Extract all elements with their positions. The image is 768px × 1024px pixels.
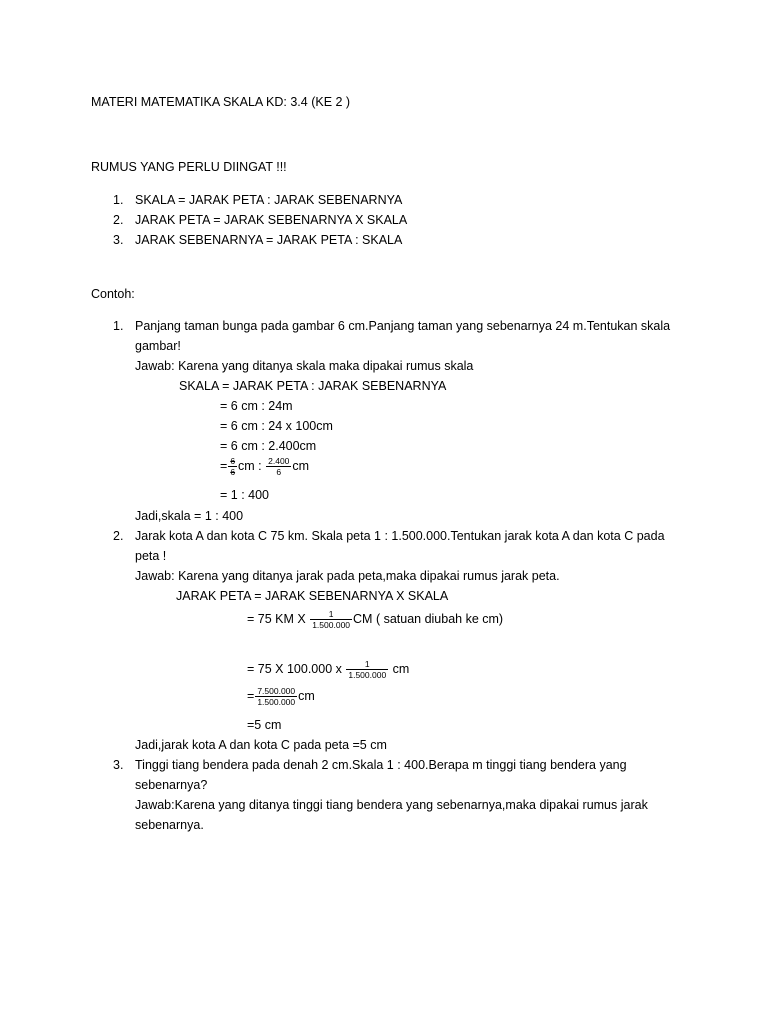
step-text: = 1 : 400: [220, 488, 269, 502]
list-number: 2.: [113, 529, 124, 543]
fraction: [255, 686, 297, 707]
fraction-denominator: 1.500.000: [312, 620, 351, 631]
fraction-denominator: 1.500.000: [348, 670, 387, 681]
list-number: 3.: [113, 758, 124, 772]
question-text: sebenarnya?: [135, 778, 208, 792]
fraction-numerator: 1: [328, 609, 334, 620]
fraction: [228, 456, 237, 477]
step-text: = 75 X 100.000 x: [247, 662, 342, 676]
fraction: [346, 659, 388, 680]
equals-sign: =: [220, 459, 228, 473]
equals-sign: =: [247, 689, 255, 703]
question-text: Tinggi tiang bendera pada denah 2 cm.Skala 1 : 400.Berapa m tinggi tiang bendera yang: [135, 758, 627, 772]
question-text: peta !: [135, 549, 167, 563]
step-text: cm: [298, 689, 315, 703]
conclusion-text: Jadi,jarak kota A dan kota C pada peta =5 cm: [135, 738, 387, 752]
fraction-numerator: 1: [364, 659, 370, 670]
step-text: =5 cm: [247, 718, 282, 732]
step-text: = 6 cm : 2.400cm: [220, 439, 317, 453]
fraction: [266, 456, 291, 477]
rumus-heading: RUMUS YANG PERLU DIINGAT !!!: [91, 160, 287, 174]
list-number: 3.: [113, 233, 124, 247]
fraction-denominator: 6: [266, 466, 291, 477]
answer-text: sebenarnya.: [135, 818, 204, 832]
list-item: SKALA = JARAK PETA : JARAK SEBENARNYA: [135, 193, 403, 207]
answer-text: Jawab: Karena yang ditanya skala maka dipakai rumus skala: [135, 359, 474, 373]
fraction-step: [247, 606, 503, 632]
fraction-denominator: 6: [230, 467, 236, 478]
page-title: MATERI MATEMATIKA SKALA KD: 3.4 (KE 2 ): [91, 95, 351, 109]
contoh-heading: Contoh:: [91, 287, 135, 301]
formula-text: SKALA = JARAK PETA : JARAK SEBENARNYA: [179, 379, 447, 393]
fraction-denominator: 1.500.000: [257, 697, 296, 708]
question-text: Panjang taman bunga pada gambar 6 cm.Panjang taman yang sebenarnya 24 m.Tentukan skala: [135, 319, 671, 333]
formula-text: JARAK PETA = JARAK SEBENARNYA X SKALA: [176, 589, 449, 603]
list-item: JARAK SEBENARNYA = JARAK PETA : SKALA: [135, 233, 403, 247]
list-number: 1.: [113, 319, 124, 333]
question-text: gambar!: [135, 339, 181, 353]
step-text: = 75 KM X: [247, 612, 306, 626]
fraction-step: [247, 683, 315, 709]
question-text: Jarak kota A dan kota C 75 km. Skala peta 1 : 1.500.000.Tentukan jarak kota A dan kota C pada: [135, 529, 665, 543]
fraction-step: [247, 656, 409, 682]
step-text: = 6 cm : 24 x 100cm: [220, 419, 333, 433]
fraction-numerator: 6: [230, 456, 236, 467]
fraction-step: [220, 454, 309, 478]
step-text: CM ( satuan diubah ke cm): [353, 612, 504, 626]
step-text: cm :: [238, 459, 262, 473]
fraction: [310, 609, 352, 630]
step-text: cm: [392, 662, 410, 676]
answer-text: Jawab:Karena yang ditanya tinggi tiang bendera yang sebenarnya,maka dipakai rumus jarak: [135, 798, 648, 812]
list-number: 2.: [113, 213, 124, 227]
list-item: JARAK PETA = JARAK SEBENARNYA X SKALA: [135, 213, 408, 227]
answer-text: Jawab: Karena yang ditanya jarak pada peta,maka dipakai rumus jarak peta.: [135, 569, 560, 583]
step-text: cm: [292, 459, 310, 473]
fraction-numerator: 2.400: [268, 456, 290, 467]
list-number: 1.: [113, 193, 124, 207]
step-text: = 6 cm : 24m: [220, 399, 293, 413]
fraction-numerator: 7.500.000: [257, 686, 296, 697]
conclusion-text: Jadi,skala = 1 : 400: [135, 509, 244, 523]
